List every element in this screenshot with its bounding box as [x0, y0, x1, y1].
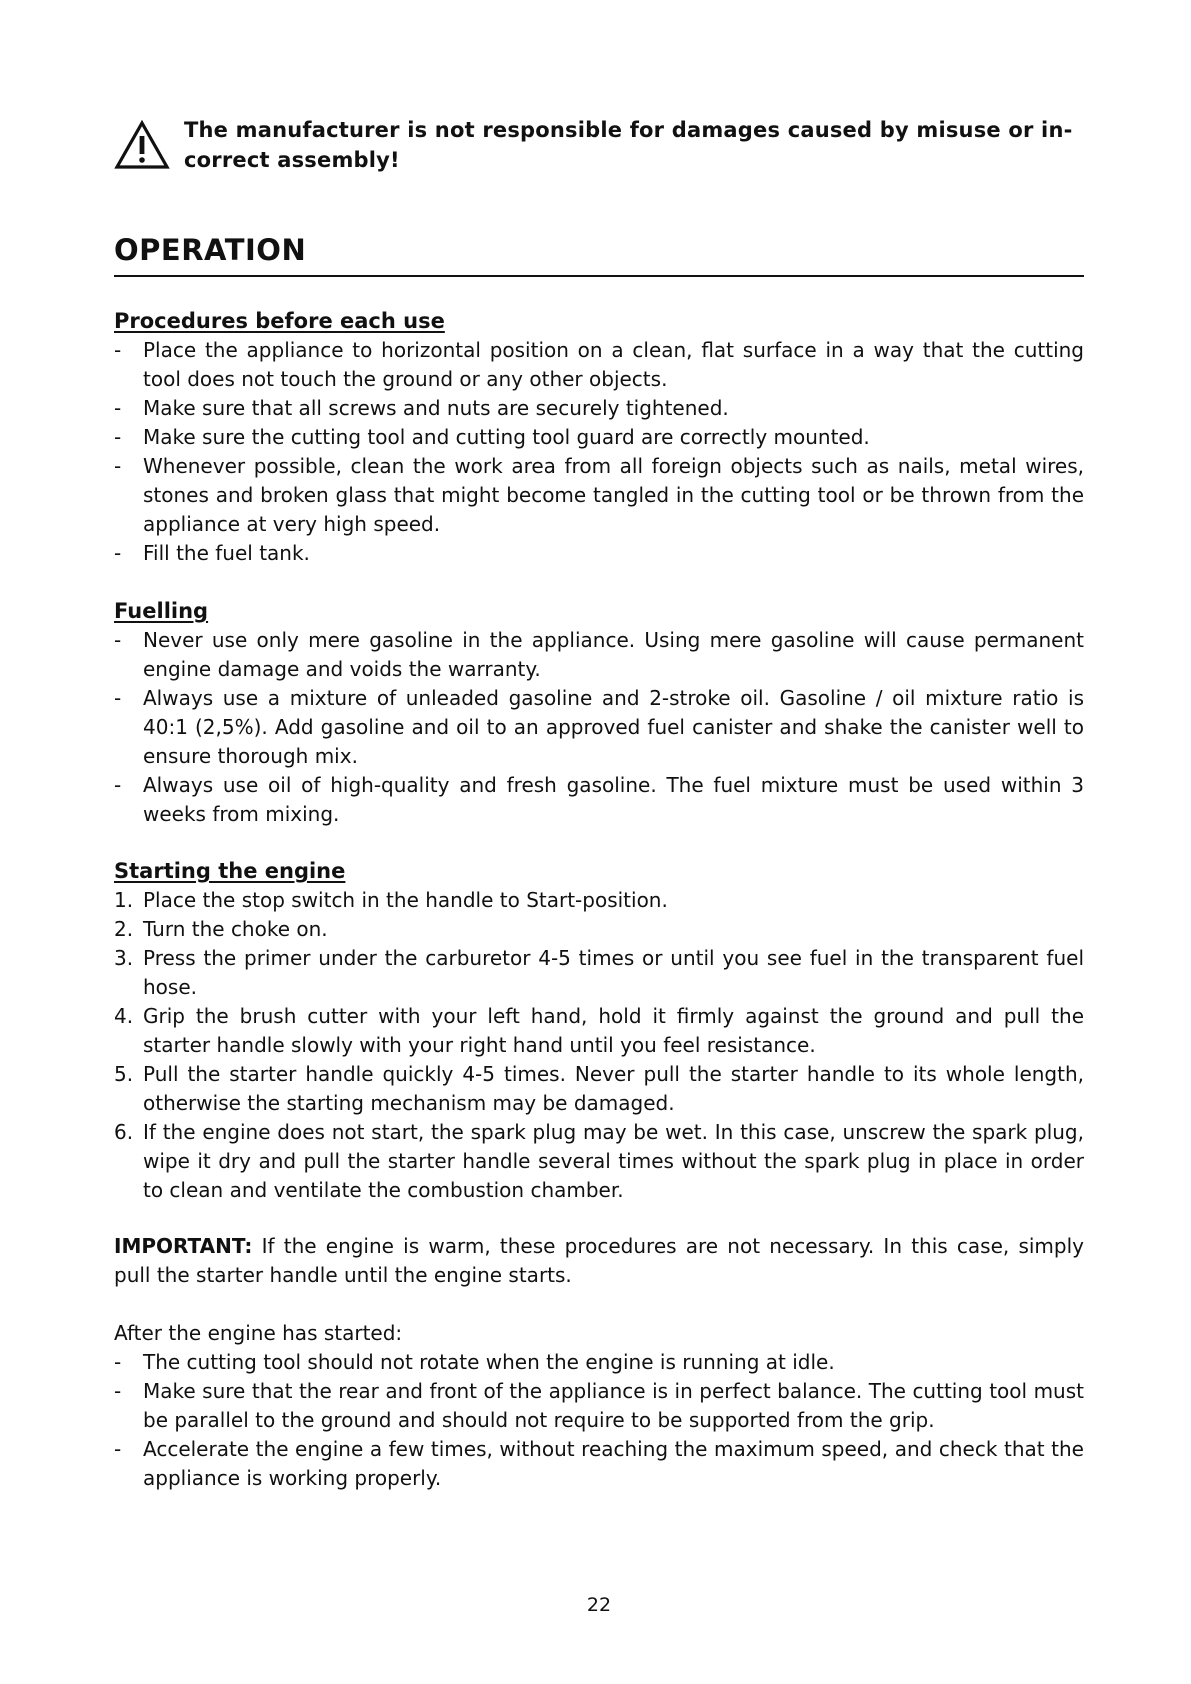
warning-line-2: correct assembly! — [184, 148, 400, 172]
fuelling-heading: Fuelling — [114, 599, 209, 623]
list-item: - Make sure that all screws and nuts are securely tightened. — [114, 396, 729, 420]
list-item: - Make sure the cutting tool and cutting tool guard are correctly mounted. — [114, 425, 870, 449]
starting-steps — [114, 886, 1084, 1205]
procedures-list — [114, 336, 1084, 568]
list-item: - Accelerate the engine a few times, without reaching the maximum speed, and check that the appliance is working properly. — [114, 1437, 1084, 1490]
list-item: - Place the appliance to horizontal position on a clean, flat surface in a way that the cutting tool does not touch the ground or any other objects. — [114, 338, 1084, 391]
important-note — [114, 1232, 1084, 1290]
starting-section — [114, 857, 1084, 1205]
warning-triangle-icon — [114, 120, 170, 170]
step-item: 1. Place the stop switch in the handle to Start-position. — [114, 888, 668, 912]
important-label: IMPORTANT: — [114, 1234, 253, 1258]
list-item: - The cutting tool should not rotate when the engine is running at idle. — [114, 1350, 835, 1374]
section-title-operation: OPERATION — [114, 233, 307, 267]
list-item: - Fill the fuel tank. — [114, 541, 310, 565]
list-item: - Make sure that the rear and front of the appliance is in perfect balance. The cutting tool must be parallel to the ground and should not require to be supported from the grip. — [114, 1379, 1084, 1432]
title-divider — [114, 275, 1084, 277]
page-number: 22 — [586, 1594, 612, 1616]
step-item: 4. Grip the brush cutter with your left hand, hold it firmly against the ground and pull the starter handle slowly with your right hand until you feel resistance. — [114, 1004, 1084, 1057]
after-start-intro: After the engine has started: — [114, 1321, 403, 1345]
fuelling-list — [114, 626, 1084, 829]
starting-heading: Starting the engine — [114, 859, 346, 883]
list-item: - Whenever possible, clean the work area from all foreign objects such as nails, metal wires, stones and broken glass that might become tangled in the cutting tool or be thrown from the appliance at very high speed. — [114, 454, 1084, 536]
after-start-list — [114, 1348, 1084, 1493]
warning-text — [184, 115, 1084, 175]
important-text: If the engine is warm, these procedures are not necessary. In this case, simply pull the starter handle until the engine starts. — [114, 1234, 1084, 1287]
step-item: 6. If the engine does not start, the spark plug may be wet. In this case, unscrew the spark plug, wipe it dry and pull the starter handle several times without the spark plug in place in order to clean and ventilate the combustion chamber. — [114, 1120, 1084, 1202]
step-item: 5. Pull the starter handle quickly 4-5 times. Never pull the starter handle to its whole length, otherwise the starting mechanism may be damaged. — [114, 1062, 1084, 1115]
step-item: 3. Press the primer under the carburetor 4-5 times or until you see fuel in the transparent fuel hose. — [114, 946, 1084, 999]
warning-line-1: The manufacturer is not responsible for damages caused by misuse or in- — [184, 118, 1073, 142]
list-item: - Always use a mixture of unleaded gasoline and 2-stroke oil. Gasoline / oil mixture ratio is 40:1 (2,5%). Add gasoline and oil to an approved fuel canister and shake the canister well to ensure thorough mix. — [114, 686, 1084, 768]
list-item: - Never use only mere gasoline in the appliance. Using mere gasoline will cause permanent engine damage and voids the warranty. — [114, 628, 1084, 681]
procedures-section — [114, 307, 1084, 568]
after-start-section — [114, 1319, 1084, 1493]
step-item: 2. Turn the choke on. — [114, 917, 328, 941]
procedures-heading: Procedures before each use — [114, 309, 445, 333]
warning-notice — [114, 112, 1084, 172]
fuelling-section — [114, 597, 1084, 829]
list-item: - Always use oil of high-quality and fresh gasoline. The fuel mixture must be used within 3 weeks from mixing. — [114, 773, 1084, 826]
